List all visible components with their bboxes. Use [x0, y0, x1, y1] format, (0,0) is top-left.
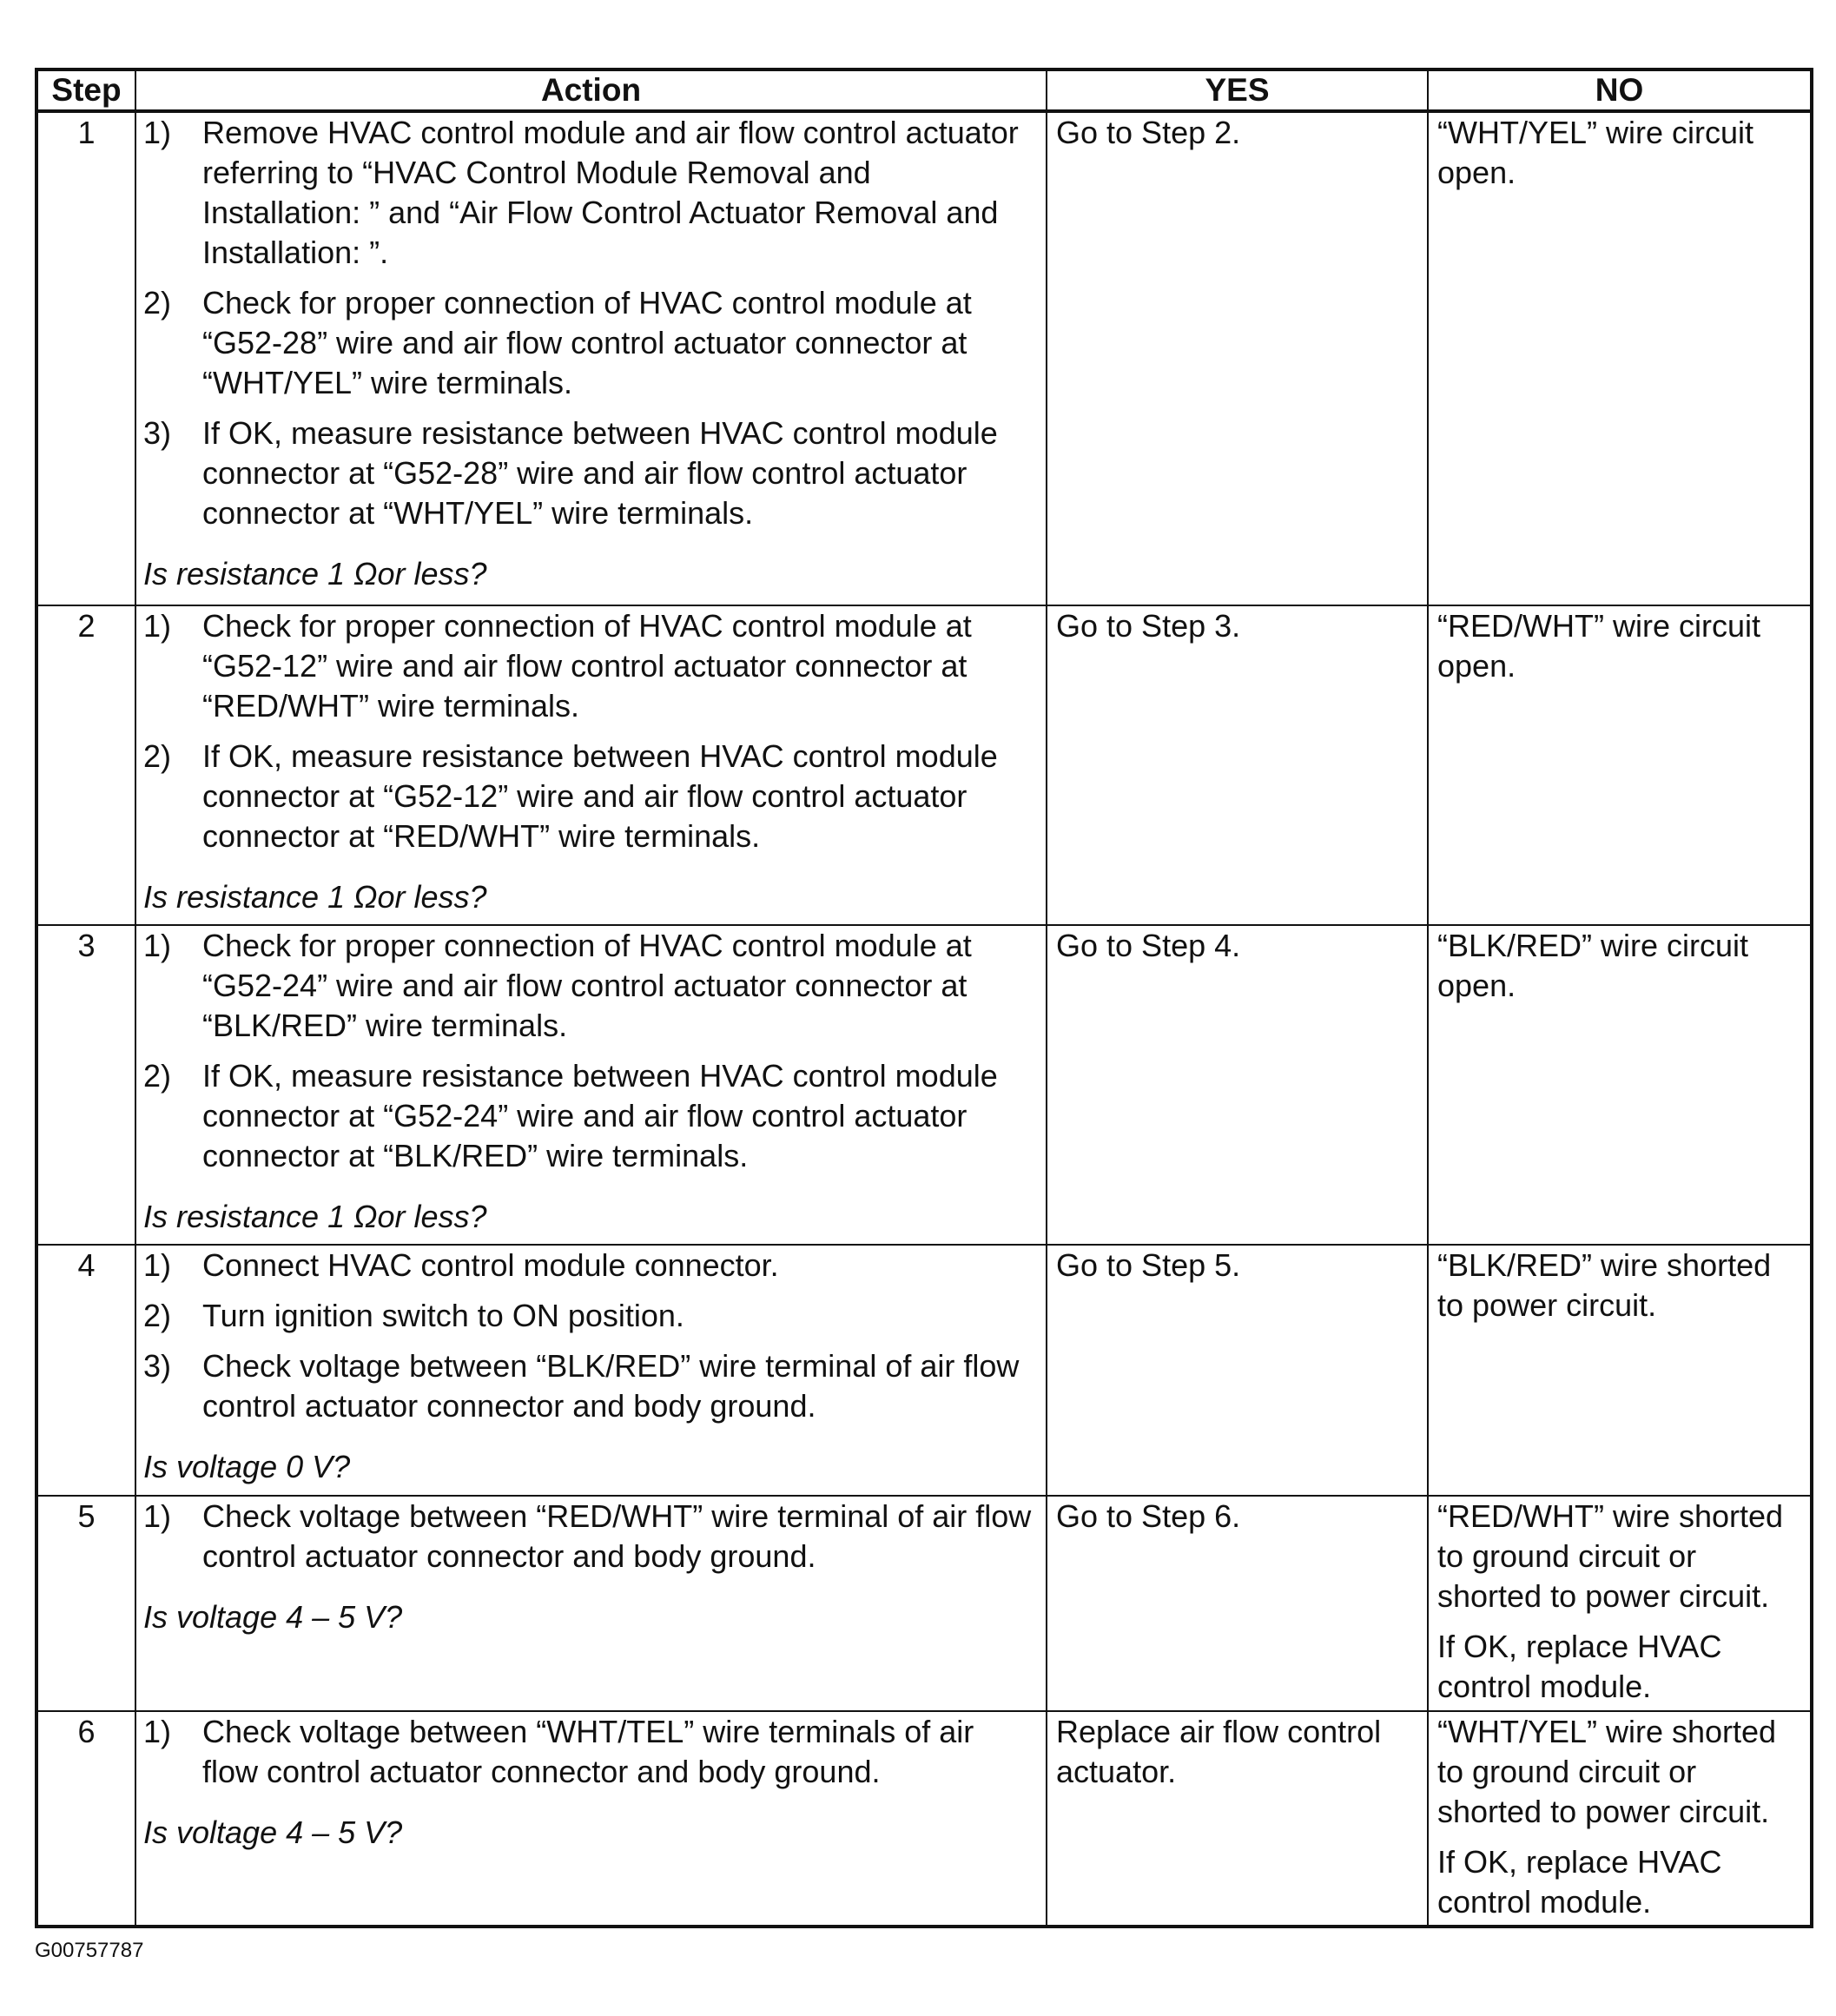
- no-text: “BLK/RED” wire shorted to power circuit.: [1437, 1247, 1772, 1323]
- yes-cell: Go to Step 3.: [1047, 605, 1428, 925]
- action-item: [143, 1497, 1037, 1576]
- action-item: [143, 926, 1037, 1046]
- item-text: Connect HVAC control module connector.: [202, 1247, 779, 1283]
- item-text: Check voltage between “WHT/TEL” wire terminals of air flow control actuator connector and body ground.: [202, 1714, 974, 1789]
- item-text: Check for proper connection of HVAC control module at “G52-12” wire and air flow control actuator connector at “RED/WHT” wire terminals.: [202, 608, 972, 724]
- item-number: 1): [143, 1498, 172, 1534]
- table-row: [36, 1496, 1812, 1711]
- action-item: [143, 413, 1037, 533]
- no-cell: [1428, 1245, 1812, 1496]
- action-cell: [135, 1711, 1047, 1927]
- item-number: 1): [143, 115, 172, 150]
- no-text: “RED/WHT” wire circuit open.: [1437, 608, 1760, 684]
- action-cell: [135, 111, 1047, 605]
- item-text: Remove HVAC control module and air flow control actuator referring to “HVAC Control Module Removal and Installation: ” and “Air Flow Control Actuator Removal and Installation: ”.: [202, 115, 1019, 270]
- action-item: [143, 1246, 1037, 1286]
- item-text: If OK, measure resistance between HVAC control module connector at “G52-24” wire and air flow control actuator connector at “BLK/RED” wire terminals.: [202, 1058, 998, 1173]
- item-number: 2): [143, 1058, 172, 1094]
- step-question: Is voltage 0 V?: [143, 1449, 351, 1484]
- item-number: 1): [143, 608, 172, 644]
- action-cell: [135, 925, 1047, 1245]
- step-number: 3: [36, 925, 135, 1245]
- no-text: If OK, replace HVAC control module.: [1437, 1844, 1722, 1920]
- yes-cell: Go to Step 5.: [1047, 1245, 1428, 1496]
- item-number: 2): [143, 1298, 172, 1333]
- step-question: Is resistance 1 Ωor less?: [143, 879, 487, 915]
- yes-cell: Go to Step 2.: [1047, 111, 1428, 605]
- action-item: [143, 1346, 1037, 1426]
- step-number: 2: [36, 605, 135, 925]
- table-row: [36, 605, 1812, 925]
- table-row: [36, 925, 1812, 1245]
- action-item: [143, 737, 1037, 856]
- item-text: Turn ignition switch to ON position.: [202, 1298, 684, 1333]
- no-cell: [1428, 605, 1812, 925]
- step-question: Is resistance 1 Ωor less?: [143, 1199, 487, 1234]
- action-item: [143, 1056, 1037, 1176]
- step-number: 1: [36, 111, 135, 605]
- no-text: “BLK/RED” wire circuit open.: [1437, 928, 1749, 1003]
- item-text: Check for proper connection of HVAC control module at “G52-24” wire and air flow control actuator connector at “BLK/RED” wire terminals.: [202, 928, 972, 1043]
- table-header-row: [36, 69, 1812, 111]
- header-no: NO: [1428, 69, 1812, 111]
- item-number: 2): [143, 285, 172, 321]
- table-row: [36, 1245, 1812, 1496]
- header-action: Action: [135, 69, 1047, 111]
- item-text: Check for proper connection of HVAC control module at “G52-28” wire and air flow control actuator connector at “WHT/YEL” wire terminals.: [202, 285, 972, 400]
- no-text: If OK, replace HVAC control module.: [1437, 1629, 1722, 1704]
- step-question: Is voltage 4 – 5 V?: [143, 1599, 403, 1635]
- action-cell: [135, 1496, 1047, 1711]
- table-row: [36, 111, 1812, 605]
- action-item: [143, 1296, 1037, 1336]
- header-yes: YES: [1047, 69, 1428, 111]
- item-text: Check voltage between “RED/WHT” wire terminal of air flow control actuator connector and body ground.: [202, 1498, 1032, 1574]
- item-number: 3): [143, 415, 172, 451]
- step-number: 6: [36, 1711, 135, 1927]
- action-item: [143, 283, 1037, 403]
- no-cell: [1428, 111, 1812, 605]
- item-number: 1): [143, 928, 172, 963]
- no-text: “RED/WHT” wire shorted to ground circuit or shorted to power circuit.: [1437, 1498, 1784, 1614]
- yes-cell: Replace air flow control actuator.: [1047, 1711, 1428, 1927]
- action-cell: [135, 605, 1047, 925]
- yes-cell: Go to Step 6.: [1047, 1496, 1428, 1711]
- step-question: Is resistance 1 Ωor less?: [143, 556, 487, 592]
- figure-code: G00757787: [35, 1939, 144, 1962]
- table-row: [36, 1711, 1812, 1927]
- header-step: Step: [36, 69, 135, 111]
- item-number: 1): [143, 1714, 172, 1749]
- no-cell: [1428, 1711, 1812, 1927]
- step-number: 5: [36, 1496, 135, 1711]
- step-question: Is voltage 4 – 5 V?: [143, 1814, 403, 1850]
- item-text: If OK, measure resistance between HVAC control module connector at “G52-12” wire and air flow control actuator connector at “RED/WHT” wire terminals.: [202, 738, 998, 854]
- action-item: [143, 606, 1037, 726]
- action-cell: [135, 1245, 1047, 1496]
- item-number: 3): [143, 1348, 172, 1384]
- item-text: Check voltage between “BLK/RED” wire terminal of air flow control actuator connector and body ground.: [202, 1348, 1020, 1424]
- action-item: [143, 113, 1037, 273]
- action-item: [143, 1712, 1037, 1792]
- item-number: 2): [143, 738, 172, 774]
- item-text: If OK, measure resistance between HVAC control module connector at “G52-28” wire and air flow control actuator connector at “WHT/YEL” wire terminals.: [202, 415, 998, 531]
- item-number: 1): [143, 1247, 172, 1283]
- no-text: “WHT/YEL” wire shorted to ground circuit or shorted to power circuit.: [1437, 1714, 1777, 1829]
- diagnostic-table: [35, 68, 1813, 1928]
- no-cell: [1428, 1496, 1812, 1711]
- step-number: 4: [36, 1245, 135, 1496]
- no-cell: [1428, 925, 1812, 1245]
- no-text: “WHT/YEL” wire circuit open.: [1437, 115, 1754, 190]
- yes-cell: Go to Step 4.: [1047, 925, 1428, 1245]
